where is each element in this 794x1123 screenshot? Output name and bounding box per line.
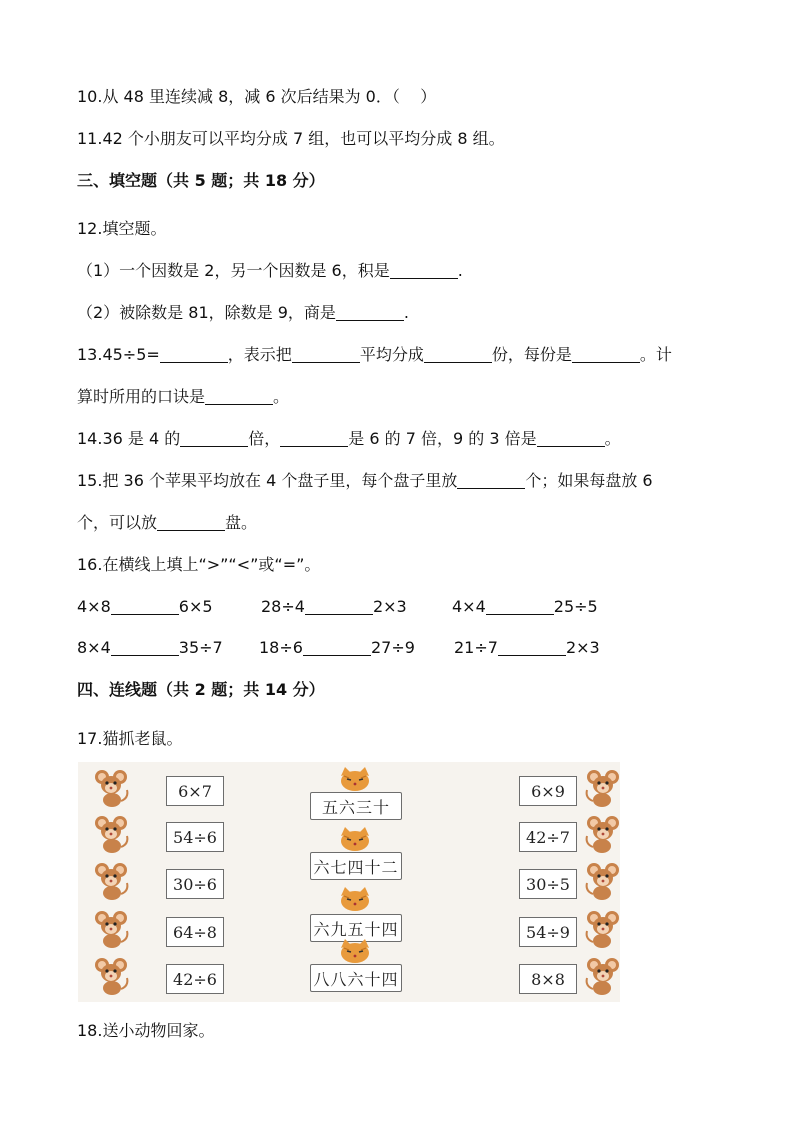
- question-15: [77, 470, 734, 492]
- question-11: 11.42 个小朋友可以平均分成 7 组，也可以平均分成 8 组。: [77, 129, 505, 148]
- answer-blank[interactable]: [160, 346, 228, 363]
- q13-text: 算时所用的口诀是: [77, 387, 206, 406]
- question-15-cont: [77, 512, 734, 534]
- right-expression[interactable]: 54÷9: [519, 917, 577, 947]
- compare-item: [77, 637, 223, 659]
- answer-blank[interactable]: [486, 598, 554, 615]
- mouse-icon: [582, 956, 620, 1000]
- q12-1-end: .: [457, 261, 463, 280]
- compare-right: 2×3: [565, 638, 600, 657]
- question-12: 12.填空题。: [77, 219, 167, 238]
- compare-left: 8×4: [77, 638, 111, 657]
- question-13-cont: [77, 386, 734, 408]
- answer-blank[interactable]: [336, 304, 404, 321]
- answer-blank[interactable]: [280, 430, 348, 447]
- cat-icon: [338, 886, 372, 916]
- multiplication-phrase[interactable]: 八八六十四: [310, 964, 402, 992]
- q15-text: 个；如果每盘放 6: [525, 471, 653, 490]
- answer-blank[interactable]: [111, 639, 179, 656]
- q15-text: 盘。: [225, 513, 258, 532]
- q13-text: 。计: [639, 345, 672, 364]
- compare-item: [261, 596, 407, 618]
- question-10: 10.从 48 里连续减 8，减 6 次后结果为 0．（ ）: [77, 87, 437, 106]
- answer-blank[interactable]: [424, 346, 492, 363]
- answer-blank[interactable]: [303, 639, 371, 656]
- q12-1-text: （1）一个因数是 2，另一个因数是 6，积是: [77, 261, 390, 280]
- multiplication-phrase[interactable]: 六七四十二: [310, 852, 402, 880]
- compare-item: [454, 637, 600, 659]
- left-expression[interactable]: 54÷6: [166, 822, 224, 852]
- answer-blank[interactable]: [157, 514, 225, 531]
- question-12-1: [77, 260, 734, 282]
- q15-text: 15.把 36 个苹果平均放在 4 个盘子里，每个盘子里放: [77, 471, 458, 490]
- answer-blank[interactable]: [498, 639, 566, 656]
- compare-left: 28÷4: [261, 597, 305, 616]
- q13-text: 。: [273, 387, 290, 406]
- answer-blank[interactable]: [390, 262, 458, 279]
- mouse-icon: [582, 861, 620, 905]
- answer-blank[interactable]: [305, 598, 373, 615]
- right-expression[interactable]: 6×9: [519, 776, 577, 806]
- right-expression[interactable]: 30÷5: [519, 869, 577, 899]
- left-expression[interactable]: 30÷6: [166, 869, 224, 899]
- mouse-icon: [582, 814, 620, 858]
- q13-text: ，表示把: [227, 345, 292, 364]
- question-18: 18.送小动物回家。: [77, 1021, 215, 1040]
- answer-blank[interactable]: [537, 430, 605, 447]
- q13-text: 份，每份是: [491, 345, 572, 364]
- q12-2-text: （2）被除数是 81，除数是 9，商是: [77, 303, 336, 322]
- cat-mouse-illustration: [78, 762, 620, 1002]
- compare-right: 35÷7: [178, 638, 223, 657]
- compare-left: 18÷6: [259, 638, 303, 657]
- compare-left: 4×4: [452, 597, 486, 616]
- q13-text: 平均分成: [359, 345, 424, 364]
- compare-item: [452, 596, 598, 618]
- compare-left: 21÷7: [454, 638, 498, 657]
- multiplication-phrase[interactable]: 六九五十四: [310, 914, 402, 942]
- mouse-icon: [92, 768, 132, 812]
- mouse-icon: [92, 909, 132, 953]
- cat-icon: [338, 938, 372, 968]
- compare-right: 6×5: [178, 597, 213, 616]
- compare-item: [259, 637, 415, 659]
- left-expression[interactable]: 42÷6: [166, 964, 224, 994]
- compare-item: [77, 596, 213, 618]
- compare-right: 27÷9: [370, 638, 415, 657]
- q14-text: 是 6 的 7 倍，9 的 3 倍是: [348, 429, 537, 448]
- left-expression[interactable]: 6×7: [166, 776, 224, 806]
- left-expression[interactable]: 64÷8: [166, 917, 224, 947]
- q12-2-end: .: [403, 303, 409, 322]
- mouse-icon: [92, 814, 132, 858]
- answer-blank[interactable]: [180, 430, 248, 447]
- q14-text: 倍，: [248, 429, 281, 448]
- question-13: [77, 344, 734, 366]
- answer-blank[interactable]: [572, 346, 640, 363]
- mouse-icon: [92, 861, 132, 905]
- question-14: [77, 428, 734, 450]
- q13-text: 13.45÷5=: [77, 345, 160, 364]
- question-12-2: [77, 302, 734, 324]
- q15-text: 个，可以放: [77, 513, 158, 532]
- answer-blank[interactable]: [292, 346, 360, 363]
- answer-blank[interactable]: [457, 472, 525, 489]
- section-3-heading: 三、填空题（共 5 题；共 18 分）: [77, 171, 325, 190]
- answer-blank[interactable]: [205, 388, 273, 405]
- mouse-icon: [92, 956, 132, 1000]
- multiplication-phrase[interactable]: 五六三十: [310, 792, 402, 820]
- section-4-heading: 四、连线题（共 2 题；共 14 分）: [77, 680, 325, 699]
- compare-right: 25÷5: [553, 597, 598, 616]
- answer-blank[interactable]: [111, 598, 179, 615]
- q14-text: 14.36 是 4 的: [77, 429, 181, 448]
- question-16: 16.在横线上填上“>”“<”或“=”。: [77, 555, 321, 574]
- compare-left: 4×8: [77, 597, 111, 616]
- right-expression[interactable]: 42÷7: [519, 822, 577, 852]
- cat-icon: [338, 826, 372, 856]
- q14-text: 。: [604, 429, 621, 448]
- compare-right: 2×3: [372, 597, 407, 616]
- mouse-icon: [582, 768, 620, 812]
- mouse-icon: [582, 909, 620, 953]
- cat-icon: [338, 766, 372, 796]
- question-17: 17.猫抓老鼠。: [77, 729, 183, 748]
- right-expression[interactable]: 8×8: [519, 964, 577, 994]
